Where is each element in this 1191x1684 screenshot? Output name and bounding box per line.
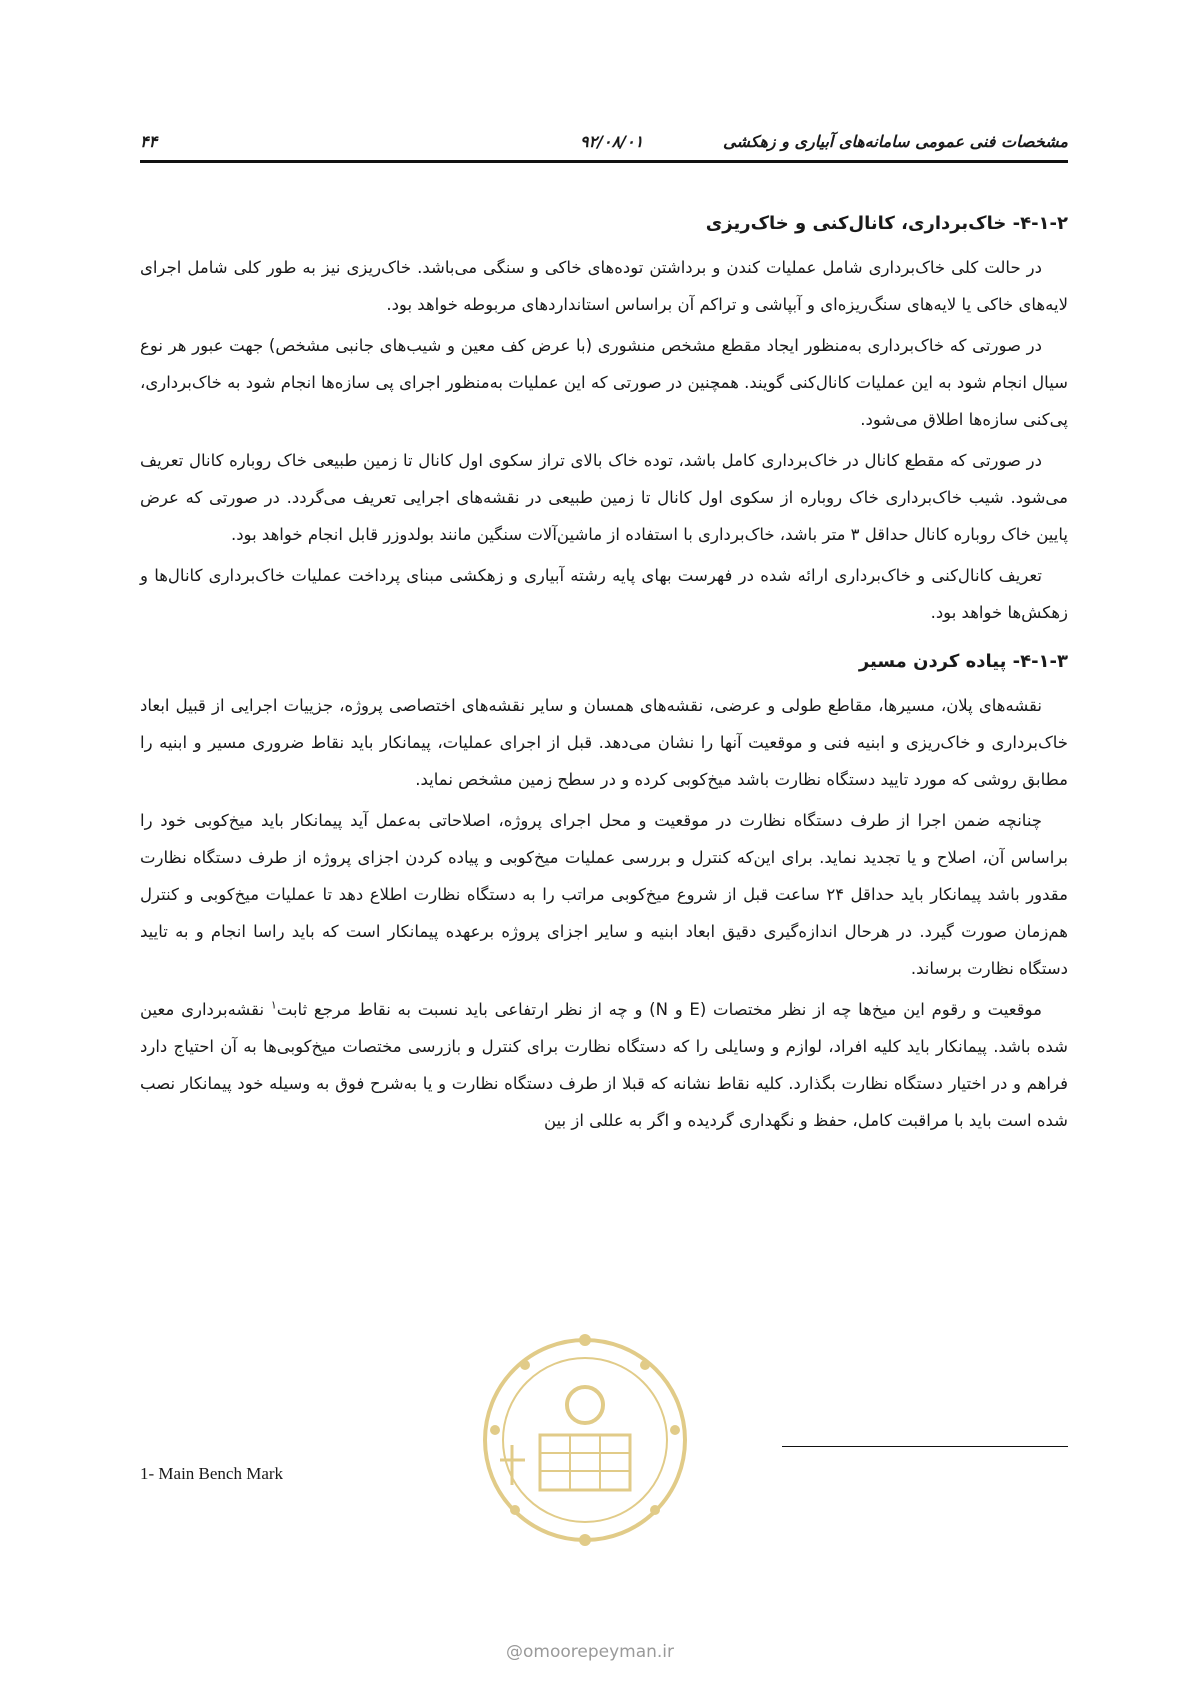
paragraph-text: موقعیت و رقوم این میخ‌ها چه از نظر مختصات (E و N) و چه از نظر ارتفاعی باید نسبت به نقاط مرجع ثابت	[276, 1000, 1043, 1019]
body-text	[140, 205, 1068, 1143]
footnote-separator	[782, 1446, 1068, 1447]
paragraph: تعریف کانال‌کنی و خاک‌برداری ارائه شده در فهرست بهای پایه رشته آبیاری و زهکشی مبنای پرداخت عملیات خاک‌برداری کانال‌ها و زهکش‌ها خواهد بود.	[140, 566, 1068, 622]
paragraph-with-footnote	[140, 991, 1068, 1139]
paragraph: در حالت کلی خاک‌برداری شامل عملیات کندن و برداشتن توده‌های خاکی و سنگی می‌باشد. خاک‌ریزی نیز به طور کلی شامل اجرای لایه‌های خاکی یا لایه‌های سنگ‌ریزه‌ای و آبپاشی و تراکم آن براساس استانداردهای مربوطه خواهد بود.	[140, 258, 1068, 314]
watermark-url: @omoorepeyman.ir	[505, 1642, 675, 1662]
header-date: ۹۲/۰۸/۰۱	[580, 132, 644, 151]
footnote: 1- Main Bench Mark	[140, 1464, 284, 1483]
page-number: ۴۴	[140, 132, 158, 151]
paragraph: در صورتی که خاک‌برداری به‌منظور ایجاد مقطع مشخص منشوری (با عرض کف معین و شیب‌های جانبی مشخص) جهت عبور هر نوع سیال انجام شود به این عملیات کانال‌کنی گویند. همچنین در صورتی که این عملیات به‌منظور اجرای پی سازه‌ها انجام شود به خاک‌برداری، پی‌کنی سازه‌ها اطلاق می‌شود.	[140, 336, 1068, 429]
paragraph: نقشه‌های پلان، مسیرها، مقاطع طولی و عرضی، نقشه‌های همسان و سایر نقشه‌های اختصاصی پروژه، جزییات اجرایی از قبیل ابعاد خاک‌برداری و خاک‌ریزی و ابنیه فنی و موقعیت آنها را نشان می‌دهد. قبل از اجرای عملیات، پیمانکار باید نقاط ضروری مسیر و ابنیه را مطابق روشی که مورد تایید دستگاه نظارت باشد میخ‌کوبی کرده و در سطح زمین مشخص نماید.	[140, 696, 1068, 789]
section-heading: ۴-۱-۲- خاک‌برداری، کانال‌کنی و خاک‌ریزی	[705, 213, 1068, 234]
paragraph: چنانچه ضمن اجرا از طرف دستگاه نظارت در موقعیت و محل اجرای پروژه، اصلاحاتی به‌عمل آید پیمانکار باید میخ‌کوبی خود را براساس آن، اصلاح و یا تجدید نماید. برای این‌که کنترل و بررسی عملیات میخ‌کوبی و پیاده کردن اجزای پروژه از طرف دستگاه نظارت مقدور باشد پیمانکار باید حداقل ۲۴ ساعت قبل از شروع میخ‌کوبی مراتب را به دستگاه نظارت اطلاع دهد تا عملیات میخ‌کوبی و کنترل هم‌زمان صورت گیرد. در هرحال اندازه‌گیری دقیق ابعاد ابنیه و سایر اجزای پروژه برعهده پیمانکار است که باید راسا انجام و به تایید دستگاه نظارت برساند.	[140, 811, 1068, 978]
running-header	[140, 126, 1068, 163]
section-heading: ۴-۱-۳- پیاده کردن مسیر	[858, 651, 1068, 672]
publisher-seal-watermark	[470, 1310, 700, 1610]
footnote-marker[interactable]: ۱	[270, 998, 277, 1012]
header-title: مشخصات فنی عمومی سامانه‌های آبیاری و زهکشی	[723, 132, 1068, 151]
paragraph: در صورتی که مقطع کانال در خاک‌برداری کامل باشد، توده خاک بالای تراز سکوی اول کانال تا زمین طبیعی خاک روباره کانال تعریف می‌شود. شیب خاک‌برداری خاک روباره از سکوی اول کانال تا زمین طبیعی در نقشه‌های اجرایی تعریف می‌گردد. در صورتی که عرض پایین خاک روباره کانال حداقل ۳ متر باشد، خاک‌برداری با استفاده از ماشین‌آلات سنگین مانند بولدوزر قابل انجام خواهد بود.	[140, 451, 1068, 544]
paragraph-text: نقشه‌برداری معین شده باشد. پیمانکار باید کلیه افراد، لوازم و وسایلی را که دستگاه نظارت برای کنترل و بازرسی مختصات میخ‌کوبی‌ها به آن احتیاج دارد فراهم و در اختیار دستگاه نظارت بگذارد. کلیه نقاط نشانه که قبلا از طرف دستگاه نظارت و یا به‌شرح فوق به وسیله خود پیمانکار نصب شده است باید با مراقبت کامل، حفظ و نگهداری گردیده و اگر به عللی از بین	[140, 1000, 1068, 1130]
